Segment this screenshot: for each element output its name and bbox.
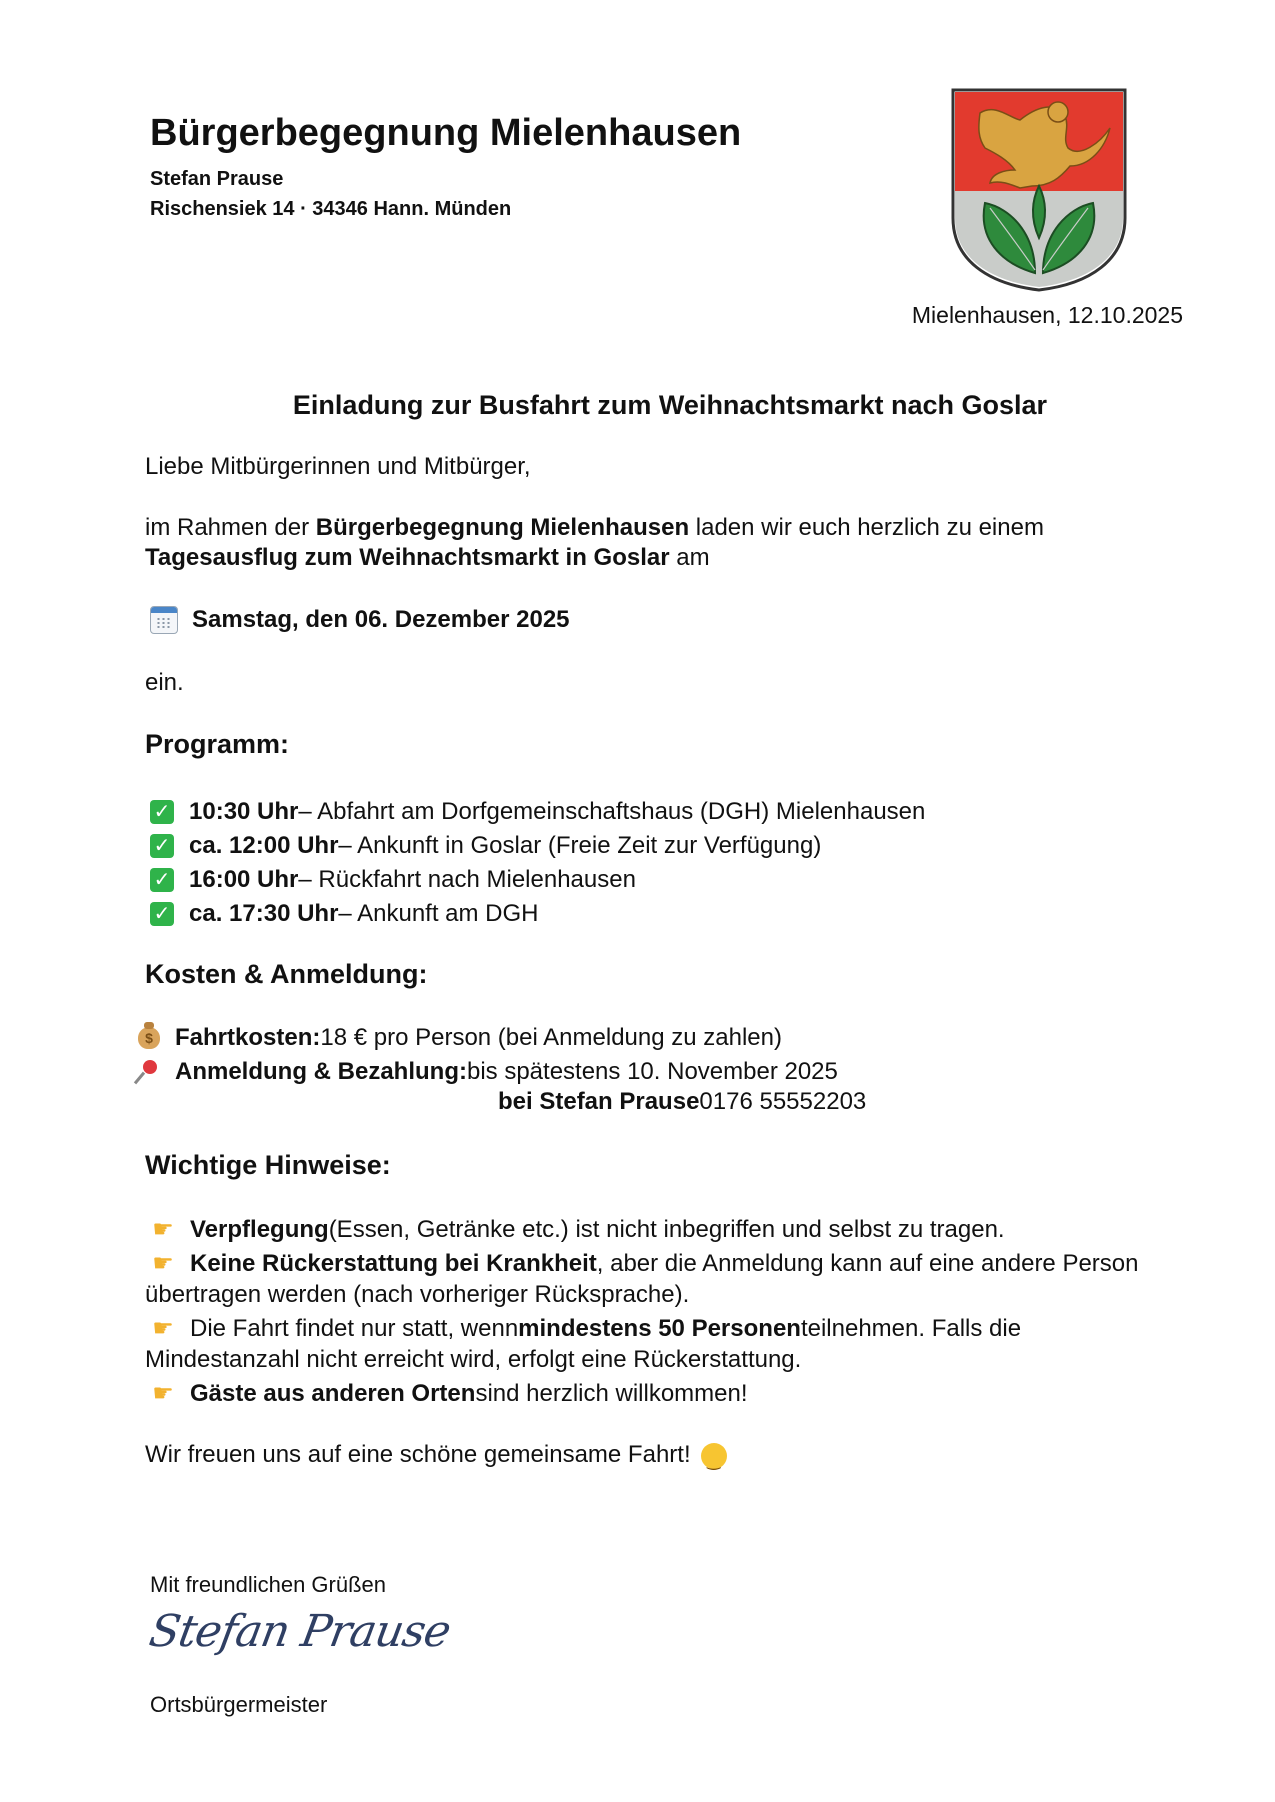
- note-bold: mindestens 50 Personen: [518, 1314, 801, 1342]
- note-text: , aber die Anmeldung kann auf eine andere Person: [596, 1249, 1139, 1277]
- letter-date: Mielenhausen, 12.10.2025: [911, 302, 1183, 328]
- sender-address: Rischensiek 14 · 34346 Hann. Münden: [150, 198, 512, 220]
- registration-text: bis spätestens 10. November 2025: [466, 1058, 838, 1085]
- pointing-hand-icon: ☛: [152, 1216, 174, 1243]
- note-bold: Keine Rückerstattung bei Krankheit: [190, 1249, 597, 1277]
- pushpin-icon: [135, 1059, 163, 1085]
- closing-text: Wir freuen uns auf eine schöne gemeinsame Fahrt!: [145, 1441, 691, 1468]
- money-bag-icon: [138, 1027, 160, 1049]
- intro-line-1: [145, 513, 1044, 543]
- program-time: 16:00 Uhr: [189, 866, 299, 893]
- note-item: [148, 1249, 1139, 1278]
- smiley-icon: [701, 1443, 727, 1469]
- fare-label: Fahrtkosten:: [175, 1024, 321, 1051]
- contact-phone: 0176 55552203: [699, 1088, 867, 1115]
- program-item: [150, 829, 925, 863]
- letter-title: Einladung zur Busfahrt zum Weihnachtsmarkt nach Goslar: [292, 390, 1048, 420]
- intro-line-2: [145, 543, 710, 573]
- check-icon: ✓: [150, 868, 174, 892]
- intro-text: laden wir euch herzlich zu einem: [689, 514, 1044, 541]
- pointing-hand-icon: ☛: [152, 1380, 174, 1407]
- program-text: – Ankunft am DGH: [338, 900, 539, 927]
- check-icon: ✓: [150, 834, 174, 858]
- ein-text: ein.: [145, 669, 184, 696]
- fare-text: 18 € pro Person (bei Anmeldung zu zahlen): [320, 1024, 782, 1051]
- pointing-hand-icon: ☛: [152, 1250, 174, 1277]
- note-text: Die Fahrt findet nur statt, wenn: [190, 1314, 519, 1342]
- program-time: 10:30 Uhr: [189, 798, 299, 825]
- signature: Stefan Prause: [145, 1606, 455, 1657]
- closing-line: [145, 1440, 727, 1470]
- fare-row: [135, 1024, 782, 1052]
- note-item: [148, 1314, 1021, 1343]
- program-item: [150, 897, 925, 931]
- intro-trip-bold: Tagesausflug zum Weihnachtsmarkt in Goslar: [145, 544, 670, 571]
- note-text: sind herzlich willkommen!: [475, 1379, 748, 1407]
- intro-org-bold: Bürgerbegegnung Mielenhausen: [315, 514, 690, 541]
- organization-name: Bürgerbegegnung Mielenhausen: [150, 112, 742, 154]
- note-continuation: Mindestanzahl nicht erreicht wird, erfolgt eine Rückerstattung.: [145, 1346, 802, 1373]
- sender-name: Stefan Prause: [150, 168, 284, 190]
- program-time: ca. 17:30 Uhr: [189, 900, 339, 927]
- program-list: [150, 795, 925, 931]
- event-date: Samstag, den 06. Dezember 2025: [192, 606, 570, 633]
- calendar-icon: [150, 606, 178, 634]
- program-item: [150, 795, 925, 829]
- intro-text: im Rahmen der: [145, 514, 316, 541]
- salutation: Liebe Mitbürgerinnen und Mitbürger,: [145, 453, 531, 480]
- event-date-row: [150, 606, 570, 634]
- contact-name: bei Stefan Prause: [498, 1088, 700, 1115]
- registration-row: [135, 1058, 838, 1086]
- registration-contact: [498, 1088, 866, 1116]
- program-heading: Programm:: [145, 729, 290, 759]
- coat-of-arms-logo: [950, 88, 1128, 292]
- costs-heading: Kosten & Anmeldung:: [145, 959, 428, 989]
- program-text: – Abfahrt am Dorfgemeinschaftshaus (DGH) Mielenhausen: [298, 798, 926, 825]
- note-bold: Verpflegung: [190, 1215, 329, 1243]
- program-text: – Ankunft in Goslar (Freie Zeit zur Verfügung): [338, 832, 822, 859]
- note-text: teilnehmen. Falls die: [800, 1314, 1022, 1342]
- note-text: (Essen, Getränke etc.) ist nicht inbegriffen und selbst zu tragen.: [328, 1215, 1005, 1243]
- notes-heading: Wichtige Hinweise:: [145, 1150, 391, 1180]
- note-item: [148, 1215, 1005, 1244]
- check-icon: ✓: [150, 902, 174, 926]
- intro-text: am: [669, 544, 710, 571]
- program-text: – Rückfahrt nach Mielenhausen: [298, 866, 636, 893]
- program-time: ca. 12:00 Uhr: [189, 832, 339, 859]
- registration-label: Anmeldung & Bezahlung:: [175, 1058, 467, 1085]
- greeting: Mit freundlichen Grüßen: [150, 1572, 386, 1597]
- check-icon: ✓: [150, 800, 174, 824]
- program-item: [150, 863, 925, 897]
- note-bold: Gäste aus anderen Orten: [190, 1379, 476, 1407]
- note-item: [148, 1379, 748, 1408]
- pointing-hand-icon: ☛: [152, 1315, 174, 1342]
- signer-role: Ortsbürgermeister: [150, 1692, 328, 1717]
- note-continuation: übertragen werden (nach vorheriger Rücksprache).: [145, 1281, 690, 1308]
